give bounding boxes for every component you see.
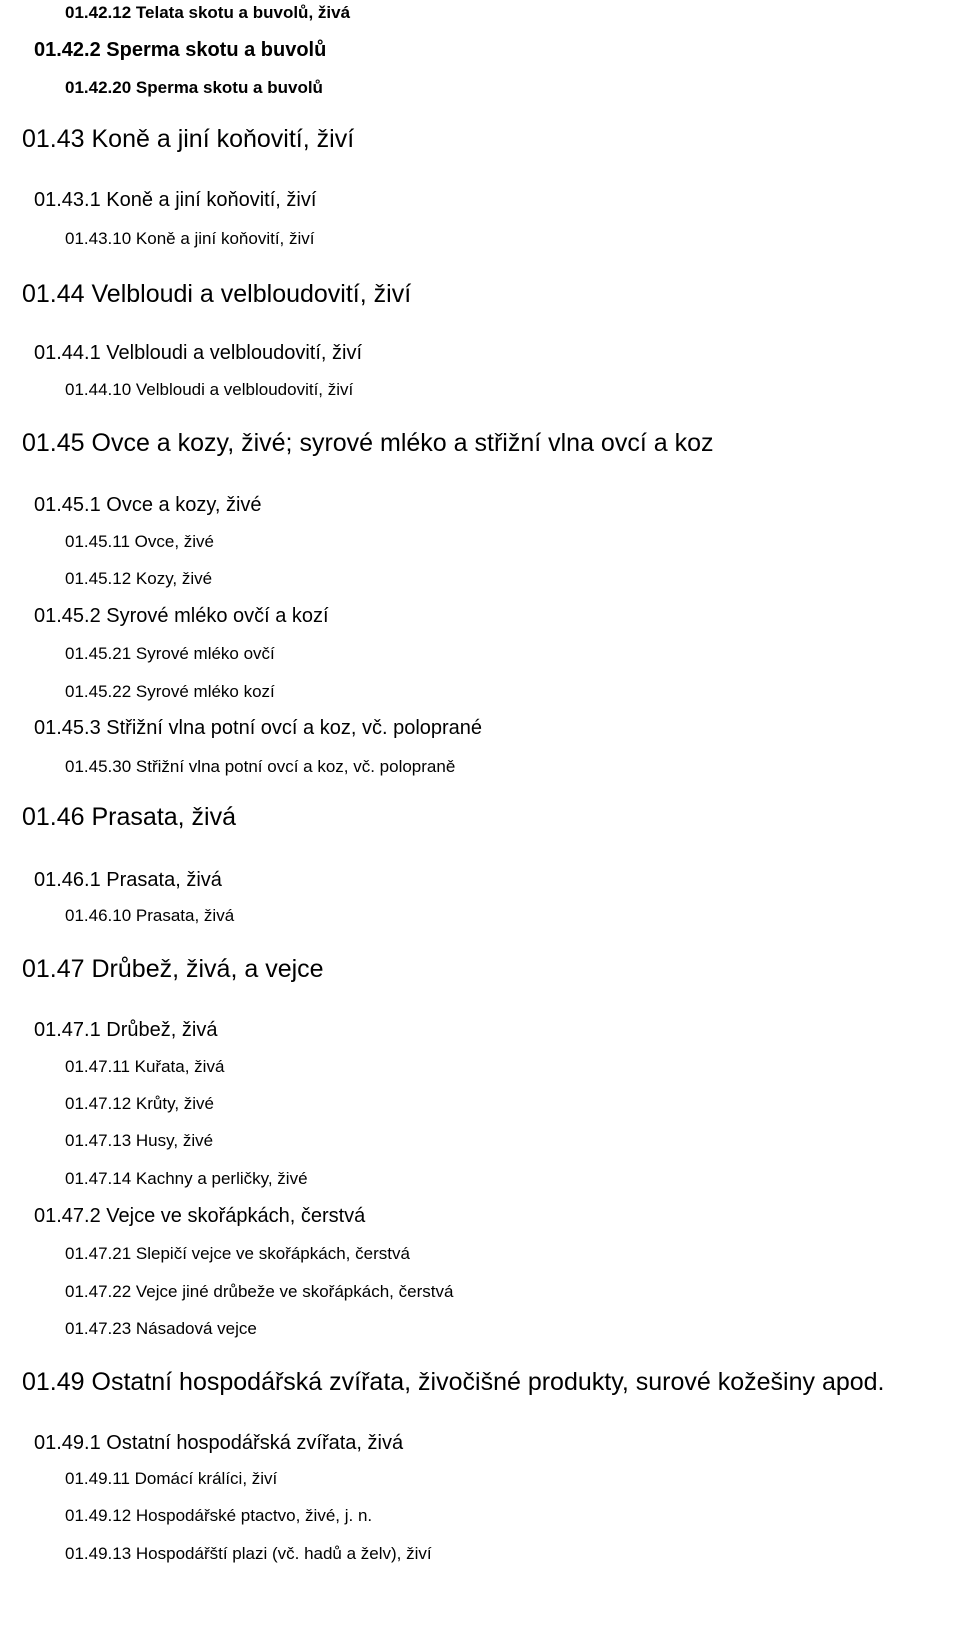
group-line-01-43-1: 01.43.1 Koně a jiní koňovití, živí — [34, 189, 317, 211]
class-line-01-45-12: 01.45.12 Kozy, živé — [65, 569, 213, 588]
class-line-01-46-10: 01.46.10 Prasata, živá — [65, 906, 235, 925]
group-line-01-45-3: 01.45.3 Střižní vlna potní ovcí a koz, vč. poloprané — [34, 717, 483, 739]
group-line-01-45-1: 01.45.1 Ovce a kozy, živé — [34, 494, 262, 516]
group-line-01-45-2: 01.45.2 Syrové mléko ovčí a kozí — [34, 605, 329, 627]
group-line-01-44-1: 01.44.1 Velbloudi a velbloudovití, živí — [34, 342, 362, 364]
section-heading-01-43: 01.43 Koně a jiní koňovití, živí — [22, 125, 355, 153]
class-line-01-47-21: 01.47.21 Slepičí vejce ve skořápkách, čerstvá — [65, 1244, 410, 1263]
class-line-01-44-10: 01.44.10 Velbloudi a velbloudovití, živí — [65, 380, 354, 399]
class-line-01-45-21: 01.45.21 Syrové mléko ovčí — [65, 644, 275, 663]
class-line-01-47-22: 01.47.22 Vejce jiné drůbeže ve skořápkách, čerstvá — [65, 1282, 454, 1301]
class-line-01-49-13: 01.49.13 Hospodářští plazi (vč. hadů a želv), živí — [65, 1544, 432, 1563]
class-line-01-49-12: 01.49.12 Hospodářské ptactvo, živé, j. n. — [65, 1506, 373, 1525]
section-heading-01-47: 01.47 Drůbež, živá, a vejce — [22, 955, 324, 983]
class-line-01-45-30: 01.45.30 Střižní vlna potní ovcí a koz, vč. polopraně — [65, 757, 456, 776]
class-line-01-47-11: 01.47.11 Kuřata, živá — [65, 1057, 225, 1076]
section-heading-01-49: 01.49 Ostatní hospodářská zvířata, živočišné produkty, surové kožešiny apod. — [22, 1368, 885, 1396]
class-line-01-43-10: 01.43.10 Koně a jiní koňovití, živí — [65, 229, 315, 248]
section-heading-01-45: 01.45 Ovce a kozy, živé; syrové mléko a střižní vlna ovcí a koz — [22, 429, 714, 457]
code-line-01-42-2: 01.42.2 Sperma skotu a buvolů — [34, 39, 327, 61]
class-line-01-47-14: 01.47.14 Kachny a perličky, živé — [65, 1169, 308, 1188]
code-line-01-42-12: 01.42.12 Telata skotu a buvolů, živá — [65, 3, 351, 22]
class-line-01-49-11: 01.49.11 Domácí králíci, živí — [65, 1469, 278, 1488]
group-line-01-47-1: 01.47.1 Drůbež, živá — [34, 1019, 218, 1041]
section-heading-01-46: 01.46 Prasata, živá — [22, 803, 237, 831]
group-line-01-47-2: 01.47.2 Vejce ve skořápkách, čerstvá — [34, 1205, 366, 1227]
section-heading-01-44: 01.44 Velbloudi a velbloudovití, živí — [22, 280, 412, 308]
class-line-01-45-11: 01.45.11 Ovce, živé — [65, 532, 214, 551]
group-line-01-46-1: 01.46.1 Prasata, živá — [34, 869, 222, 891]
class-line-01-47-23: 01.47.23 Násadová vejce — [65, 1319, 257, 1338]
class-line-01-47-12: 01.47.12 Krůty, živé — [65, 1094, 214, 1113]
class-line-01-45-22: 01.45.22 Syrové mléko kozí — [65, 682, 275, 701]
code-line-01-42-20: 01.42.20 Sperma skotu a buvolů — [65, 78, 323, 97]
group-line-01-49-1: 01.49.1 Ostatní hospodářská zvířata, živá — [34, 1432, 404, 1454]
class-line-01-47-13: 01.47.13 Husy, živé — [65, 1131, 214, 1150]
